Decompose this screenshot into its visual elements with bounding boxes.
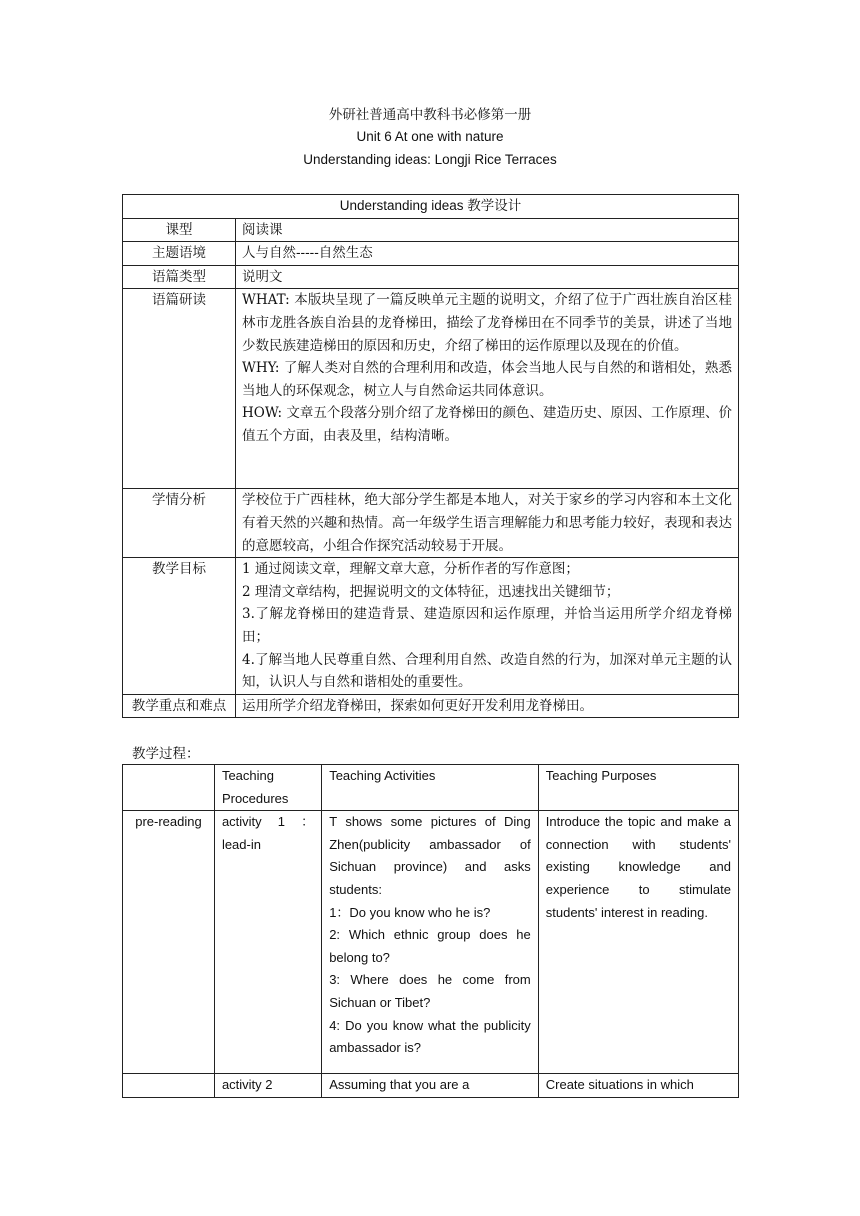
row-label: 课型: [123, 218, 236, 242]
procedure-cell: activity 2: [214, 1074, 321, 1098]
stage-cell: [123, 1074, 215, 1098]
row-label: 语篇类型: [123, 265, 236, 289]
activities-cell: Assuming that you are a: [322, 1074, 539, 1098]
row-label: 学情分析: [123, 489, 236, 558]
header-cell: Teaching Procedures: [214, 765, 321, 811]
teaching-goals-content: [236, 558, 739, 695]
goal-item: 3.了解龙脊梯田的建造背景、建造原因和运作原理，并恰当运用所学介绍龙脊梯田；: [242, 606, 732, 645]
textbook-title: 外研社普通高中教科书必修第一册: [328, 107, 532, 123]
table-row: [123, 242, 739, 266]
row-content: 人与自然-----自然生态: [236, 242, 739, 266]
goal-item: 4.了解当地人民尊重自然、合理利用自然、改造自然的行为，加深对单元主题的认知，认识人与自然和谐相处的重要性。: [242, 651, 732, 691]
teaching-design-table: [122, 194, 739, 718]
table-row: [123, 265, 739, 289]
header-cell: Teaching Activities: [322, 765, 539, 811]
process-heading: 教学过程：: [132, 746, 200, 762]
teaching-process-table: [122, 764, 739, 1098]
why-paragraph: WHY: 了解人类对自然的合理利用和改造，体会当地人民与自然的和谐相处，熟悉当地人的环保观念，树立人与自然命运共同体意识。: [242, 360, 732, 399]
activity-line: 4: Do you know what the publicity ambassador is?: [329, 1017, 531, 1056]
how-paragraph: HOW: 文章五个段落分别介绍了龙脊梯田的颜色、建造历史、原因、工作原理、价值五个方面，由表及里，结构清晰。: [242, 405, 732, 444]
purpose-cell: Introduce the topic and make a connection with students' existing knowledge and experience to stimulate students' interest in reading.: [538, 811, 738, 1074]
row-label: 语篇研读: [123, 289, 236, 489]
lesson-title: Understanding ideas: Longji Rice Terraces: [303, 152, 557, 167]
activity-line: 2: Which ethnic group does he belong to?: [329, 927, 531, 965]
table-row: [123, 289, 739, 489]
activity-line: 1：Do you know who he is?: [329, 904, 491, 920]
table-row: [123, 811, 739, 1074]
table-row: [123, 489, 739, 558]
activity-line: 3: Where does he come from Sichuan or Tibet?: [329, 972, 531, 1010]
header-cell: Teaching Purposes: [538, 765, 738, 811]
row-content: 说明文: [236, 265, 739, 289]
table-row: [123, 218, 739, 242]
row-content: 运用所学介绍龙脊梯田，探索如何更好开发利用龙脊梯田。: [236, 694, 739, 718]
purpose-cell: Create situations in which: [538, 1074, 738, 1098]
row-content: 学校位于广西桂林，绝大部分学生都是本地人，对关于家乡的学习内容和本土文化有着天然的兴趣和热情。高一年级学生语言理解能力和思考能力较好，表现和表达的意愿较高，小组合作探究活动较易于开展。: [236, 489, 739, 558]
table-row: [123, 558, 739, 695]
table-header-row: [123, 765, 739, 811]
row-label: 主题语境: [123, 242, 236, 266]
header-cell: [123, 765, 215, 811]
row-label: 教学目标: [123, 558, 236, 695]
design-table-title: Understanding ideas 教学设计: [123, 195, 739, 219]
row-content: 阅读课: [236, 218, 739, 242]
row-label: 教学重点和难点: [123, 694, 236, 718]
what-paragraph: WHAT: 本版块呈现了一篇反映单元主题的说明文，介绍了位于广西壮族自治区桂林市龙胜各族自治县的龙脊梯田，描绘了龙脊梯田在不同季节的美景，讲述了当地少数民族建造梯田的原因和历史，介绍了梯田的运作原理以及现在的价值。: [242, 292, 732, 354]
unit-title: Unit 6 At one with nature: [356, 129, 504, 144]
text-analysis-content: [236, 289, 739, 489]
table-row: [123, 1074, 739, 1098]
activities-cell: [322, 811, 539, 1074]
goal-item: 2 理清文章结构，把握说明文的文体特征，迅速找出关键细节；: [242, 583, 620, 600]
stage-cell: pre-reading: [123, 811, 215, 1074]
activity-line: T shows some pictures of Ding Zhen(publicity ambassador of Sichuan province) and asks students:: [329, 814, 531, 897]
procedure-cell: activity 1 ： lead-in: [214, 811, 321, 1074]
table-row: [123, 694, 739, 718]
goal-item: 1 通过阅读文章，理解文章大意，分析作者的写作意图；: [242, 561, 579, 578]
